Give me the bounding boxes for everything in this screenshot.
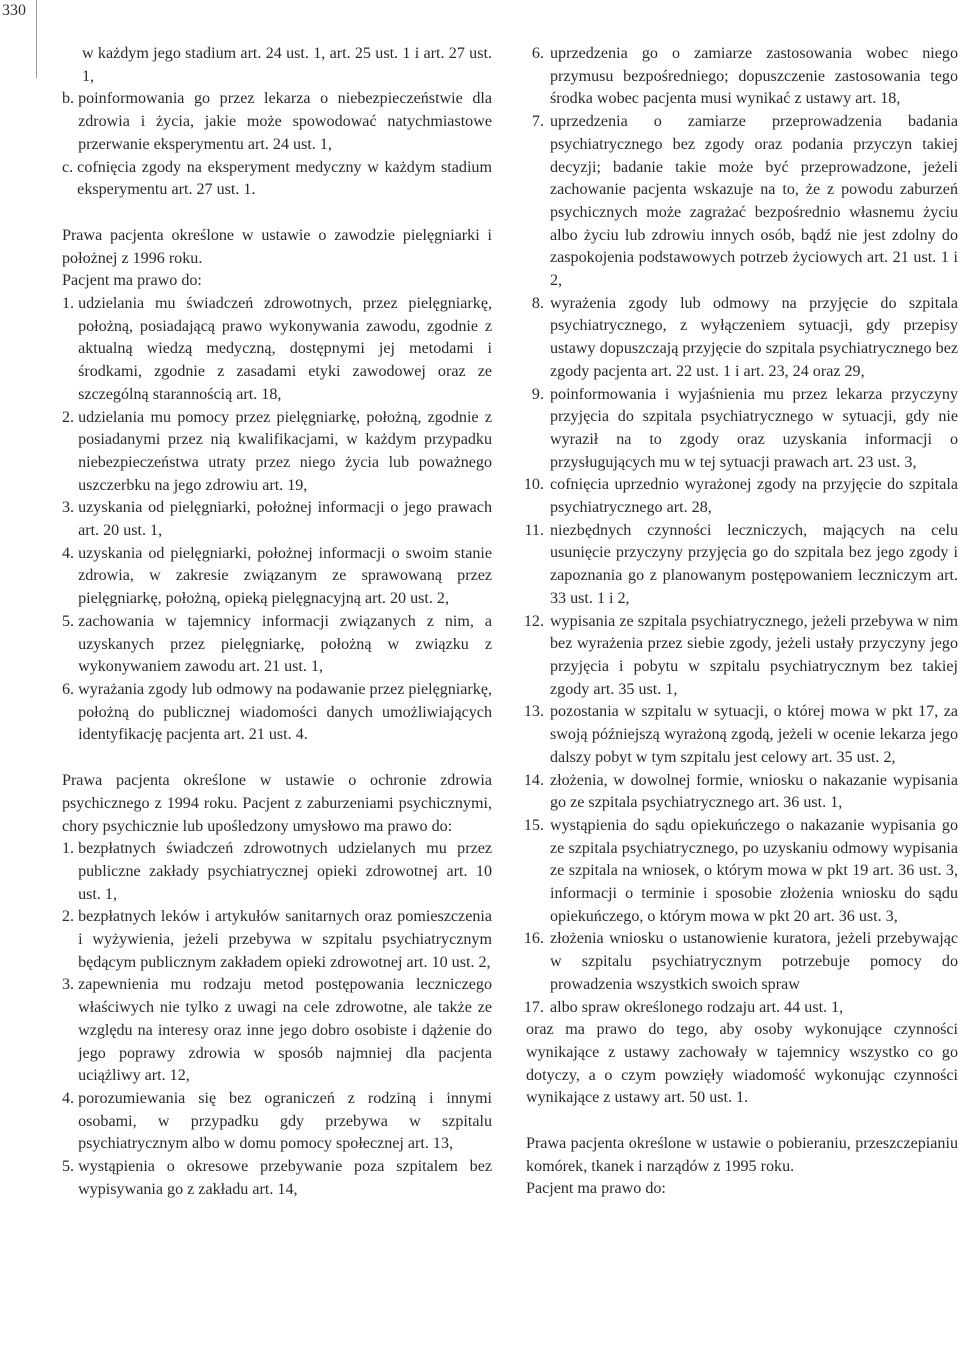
list-item bbox=[514, 928, 958, 996]
list-item bbox=[514, 770, 958, 815]
spacer bbox=[62, 747, 492, 770]
item-text: bezpłatnych świadczeń zdrowotnych udzielanych mu przez publiczne zakłady psychiatrycznej opieki zdrowotnej art. 10 ust. 1, bbox=[78, 840, 492, 903]
item-text: bezpłatnych leków i artykułów sanitarnych oraz pomieszczenia i wyżywienia, jeżeli przebywa w szpitalu psychiatrycznym będącym publicznym zakładem opieki zdrowotnej art. 10 ust. 2, bbox=[78, 908, 492, 971]
item-text: uzyskania od pielęgniarki, położnej informacji o jego prawach art. 20 ust. 1, bbox=[78, 499, 492, 540]
item-text: cofnięcia zgody na eksperyment medyczny w każdym stadium eksperymentu art. 27 ust. 1. bbox=[77, 158, 492, 199]
item-number: 3. bbox=[62, 499, 75, 517]
list-item bbox=[514, 384, 958, 475]
spacer bbox=[62, 202, 492, 225]
nurse-act-lead: Pacjent ma prawo do: bbox=[62, 272, 202, 290]
psych-act-heading: Prawa pacjenta określone w ustawie o ochronie zdrowia psychicznego z 1994 roku. Pacjent z zaburzeniami psychicznymi, chory psychicznie lub upośledzony umysłowo ma prawo do: bbox=[62, 772, 492, 835]
item-text: uprzedzenia o zamiarze przeprowadzenia badania psychiatrycznego bez zgody oraz podania przyczyn takiej decyzji; badanie takie może być przeprowadzone, jeżeli zachowanie pacjenta wskazuje na to, że z powodu zaburzeń psychicznych może zagrażać bezpośrednio własnemu życiu albo życiu lub zdrowiu innych osób, bądź nie jest zdolny do zaspokojenia podstawowych potrzeb życiowych art. 21 ust. 1 i 2, bbox=[550, 113, 958, 290]
transplant-act-lead: Pacjent ma prawo do: bbox=[526, 1180, 666, 1198]
item-text: uprzedzenia go o zamiarze zastosowania wobec niego przymusu bezpośredniego; dopuszczenie zastosowania tego środka wobec pacjenta musi wynikać z ustawy art. 18, bbox=[550, 45, 958, 108]
item-text: niezbędnych czynności leczniczych, mających na celu usunięcie przyczyny przyjęcia go do szpitala bez jego zgody i zapoznania go z planowanym postępowaniem leczniczym art. 33 ust. 1 i 2, bbox=[550, 521, 958, 607]
item-number: b. bbox=[62, 90, 75, 108]
list-item bbox=[62, 838, 492, 906]
list-item bbox=[514, 293, 958, 384]
item-number: 10. bbox=[523, 476, 544, 494]
list-item bbox=[514, 815, 958, 929]
item-number: 5. bbox=[62, 612, 75, 630]
item-number: 4. bbox=[62, 544, 75, 562]
item-text: zapewnienia mu rodzaju metod postępowania leczniczego właściwych nie tylko z uwagi na cele zdrowotne, ale także ze względu na interesy oraz inne jego dobro osobiste i dążenie do jego poprawy zdrowia w sposób najmniej dla pacjenta uciążliwy art. 12, bbox=[78, 976, 492, 1085]
item-number: 2. bbox=[62, 408, 75, 426]
list-item bbox=[514, 997, 958, 1020]
nurse-act-heading: Prawa pacjenta określone w ustawie o zawodzie pielęgniarki i położnej z 1996 roku. bbox=[62, 226, 492, 267]
item-text: udzielania mu pomocy przez pielęgniarkę, położną, zgodnie z posiadanymi przez nią kwalifikacjami, w każdym przypadku niebezpieczeństwa utraty przez niego życia lub poważnego uszczerbku na jego zdrowiu art. 19, bbox=[78, 408, 492, 494]
list-item bbox=[62, 1156, 492, 1201]
item-number: 2. bbox=[62, 908, 75, 926]
intro-continuation: w każdym jego stadium art. 24 ust. 1, art. 25 ust. 1 i art. 27 ust. 1, bbox=[82, 45, 492, 85]
list-item bbox=[62, 611, 492, 679]
item-number: 14. bbox=[523, 771, 544, 789]
intro-list bbox=[62, 88, 492, 202]
list-item bbox=[514, 474, 958, 519]
item-text: zachowania w tajemnicy informacji związanych z nim, a uzyskanych przez pielęgniarkę, położną w związku z wykonywaniem zawodu art. 21 ust. 1, bbox=[78, 612, 492, 676]
item-text: złożenia wniosku o ustanowienie kuratora, jeżeli przebywając w szpitalu psychiatrycznym potrzebuje pomocy do prowadzenia wszystkich swoich spraw bbox=[550, 930, 958, 993]
item-number: 12. bbox=[523, 612, 544, 630]
list-item bbox=[62, 293, 492, 407]
list-item bbox=[62, 88, 492, 156]
item-text: wyrażenia zgody lub odmowy na przyjęcie do szpitala psychiatrycznego, z wyłączeniem sytuacji, gdy przepisy ustawy dopuszczają przyjęcie do szpitala psychiatrycznego bez zgody pacjenta art. 22 ust. 1 i art. 23, 24 oraz 29, bbox=[550, 294, 958, 380]
closing-paragraph: oraz ma prawo do tego, aby osoby wykonujące czynności wynikające z ustawy zachowały w tajemnicy wszystko co go dotyczy, a o czym powzięły wiadomość wykonując czynności wynikające z ustawy art. 50 ust. 1. bbox=[526, 1021, 958, 1107]
item-text: wypisania ze szpitala psychiatrycznego, jeżeli przebywa w nim bez wyrażenia przez siebie zgody, jeżeli ustały przyczyny jego przyjęcia i pobytu w szpitalu psychiatrycznym bez takiej zgody art. 35 ust. 1, bbox=[550, 612, 958, 698]
list-item bbox=[62, 407, 492, 498]
list-item bbox=[62, 1088, 492, 1156]
item-number: 16. bbox=[523, 930, 544, 948]
transplant-act-heading: Prawa pacjenta określone w ustawie o pobieraniu, przeszczepianiu komórek, tkanek i narządów z 1995 roku. bbox=[526, 1135, 958, 1175]
list-item bbox=[514, 701, 958, 769]
list-item bbox=[62, 906, 492, 974]
list-item bbox=[514, 611, 958, 702]
item-number: 7. bbox=[531, 113, 544, 131]
item-text: wystąpienia o okresowe przebywanie poza szpitalem bez wypisywania go z zakładu art. 14, bbox=[78, 1158, 492, 1198]
list-item bbox=[514, 111, 958, 293]
item-number: 8. bbox=[531, 294, 544, 312]
item-number: 1. bbox=[62, 295, 75, 313]
list-item bbox=[62, 543, 492, 611]
item-number: 13. bbox=[523, 703, 544, 721]
item-number: 4. bbox=[62, 1089, 75, 1107]
item-number: 9. bbox=[531, 385, 544, 403]
nurse-rights-list bbox=[62, 293, 492, 747]
item-text: albo spraw określonego rodzaju art. 44 ust. 1, bbox=[550, 998, 844, 1016]
item-text: cofnięcia uprzednio wyrażonej zgody na przyjęcie do szpitala psychiatrycznego art. 28, bbox=[550, 476, 958, 517]
list-item bbox=[62, 679, 492, 747]
item-text: udzielania mu świadczeń zdrowotnych, przez pielęgniarkę, położną, posiadającą prawo wykonywania zawodu, zgodnie z aktualną wiedzą medyczną, dostępnymi jej metodami i środkami, zgodnie z zasadami etyki zawodowej oraz ze szczególną starannością art. 18, bbox=[78, 295, 492, 403]
item-number: 15. bbox=[523, 816, 544, 834]
left-column bbox=[62, 43, 492, 1201]
item-number: 6. bbox=[531, 45, 544, 62]
item-number: 3. bbox=[62, 976, 75, 994]
list-item bbox=[62, 974, 492, 1088]
item-text: poinformowania go przez lekarza o niebezpieczeństwie dla zdrowia i życia, jakie może spowodować natychmiastowe przerwanie eksperymentu art. 24 ust. 1, bbox=[78, 90, 492, 153]
psych-rights-list-continued bbox=[523, 43, 958, 1019]
item-text: poinformowania i wyjaśnienia mu przez lekarza przyczyny przyjęcia do szpitala psychiatrycznego w sytuacji, gdy nie wyraził na to zgody oraz uzyskania informacji o przysługujących mu w tej sytuacji prawach art. 23 ust. 3, bbox=[550, 385, 958, 471]
item-text: porozumiewania się bez ograniczeń z rodziną i innymi osobami, w przypadku gdy przebywa w szpitalu psychiatrycznym albo w domu pomocy społecznej art. 13, bbox=[78, 1089, 492, 1153]
margin-rule bbox=[36, 0, 37, 78]
list-item bbox=[514, 43, 958, 111]
item-number: c. bbox=[62, 158, 74, 176]
right-column bbox=[523, 43, 958, 1201]
item-number: 11. bbox=[524, 521, 544, 539]
psych-rights-list bbox=[62, 838, 492, 1201]
item-number: 17. bbox=[523, 998, 544, 1016]
list-item bbox=[62, 497, 492, 542]
item-text: pozostania w szpitalu w sytuacji, o której mowa w pkt 17, za swoją późniejszą wyrażoną zgodą, jeżeli w ocenie lekarza jego dalszy pobyt w tym szpitalu jest celowy art. 35 ust. 2, bbox=[550, 703, 958, 766]
page-number: 330 bbox=[2, 2, 26, 19]
list-item bbox=[62, 157, 492, 202]
item-number: 5. bbox=[62, 1158, 75, 1176]
item-text: wyrażania zgody lub odmowy na podawanie przez pielęgniarkę, położną do publicznej wiadomości danych umożliwiających identyfikację pacjenta art. 21 ust. 4. bbox=[78, 680, 492, 744]
spacer bbox=[526, 1110, 958, 1133]
item-text: złożenia, w dowolnej formie, wniosku o nakazanie wypisania go ze szpitala psychiatrycznego art. 36 ust. 1, bbox=[550, 771, 958, 812]
item-text: uzyskania od pielęgniarki, położnej informacji o swoim stanie zdrowia, w zakresie związanym ze sprawowaną przez pielęgniarkę, położną, opieką pielęgnacyjną art. 20 ust. 2, bbox=[78, 544, 492, 608]
item-text: wystąpienia do sądu opiekuńczego o nakazanie wypisania go ze szpitala psychiatrycznego, po uzyskaniu odmowy wypisania ze szpitala na wniosek, o którym mowa w pkt 19 art. 36 ust. 3, informacji o terminie i sposobie złożenia wniosku do sądu opiekuńczego, o którym mowa w pkt 20 art. 36 ust. 3, bbox=[550, 816, 958, 925]
item-number: 6. bbox=[62, 680, 75, 698]
list-item bbox=[514, 520, 958, 611]
item-number: 1. bbox=[62, 840, 75, 858]
